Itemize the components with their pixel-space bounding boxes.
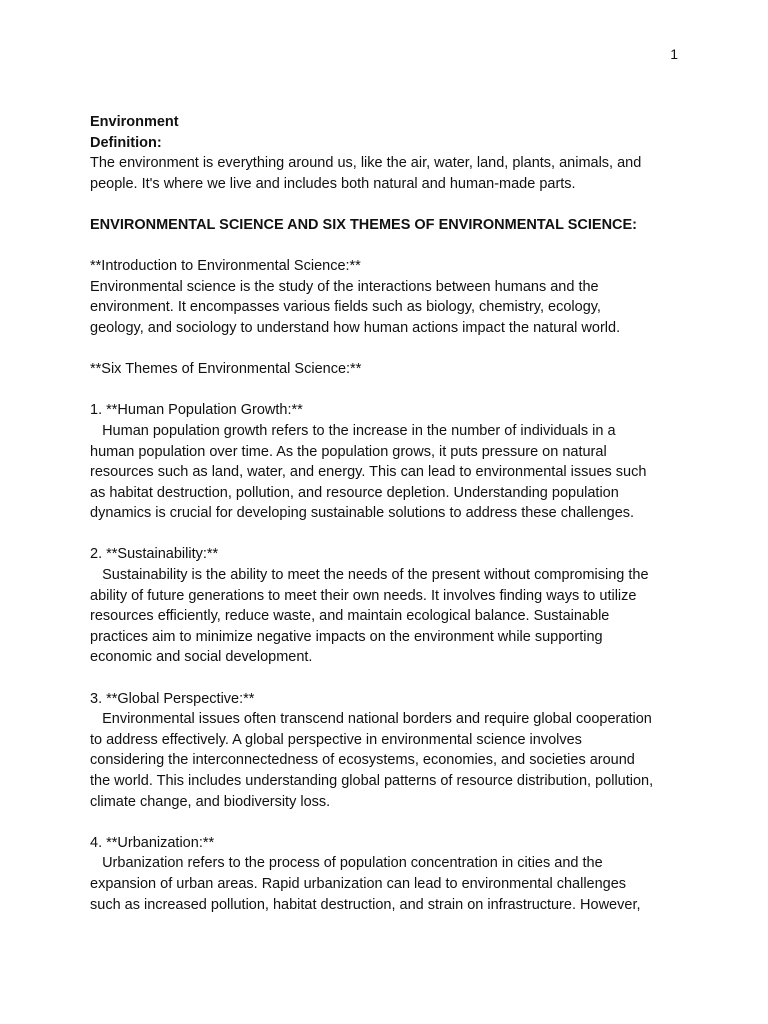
definition-line: people. It's where we live and includes both natural and human-made parts. <box>90 175 576 192</box>
theme-line: to address effectively. A global perspective in environmental science involves <box>90 731 582 748</box>
spacer <box>90 194 690 215</box>
spacer <box>90 668 690 689</box>
page-number: 1 <box>670 46 678 62</box>
spacer <box>90 812 690 833</box>
intro-line: Environmental science is the study of the interactions between humans and the <box>90 278 599 295</box>
theme-heading: 2. **Sustainability:** <box>90 546 219 563</box>
spacer <box>90 524 690 545</box>
theme-line: dynamics is crucial for developing sustainable solutions to address these challenges. <box>90 505 635 522</box>
theme-line: resources such as land, water, and energy. This can lead to environmental issues such <box>90 464 647 481</box>
document-body <box>90 112 690 915</box>
theme-heading: 4. **Urbanization:** <box>90 834 215 851</box>
intro-heading: **Introduction to Environmental Science:** <box>90 258 361 275</box>
definition-line: The environment is everything around us, like the air, water, land, plants, animals, and <box>90 155 642 172</box>
theme-line: Environmental issues often transcend national borders and require global cooperation <box>90 711 652 728</box>
theme-line: Sustainability is the ability to meet the needs of the present without compromising the <box>90 567 649 584</box>
definition-label: Definition: <box>90 134 162 151</box>
document-title: Environment <box>90 114 179 130</box>
themes-heading: **Six Themes of Environmental Science:** <box>90 361 362 378</box>
theme-line: Human population growth refers to the increase in the number of individuals in a <box>90 422 616 439</box>
spacer <box>90 236 690 257</box>
theme-line: ability of future generations to meet their own needs. It involves finding ways to utilize <box>90 587 637 604</box>
theme-line: the world. This includes understanding global patterns of resource distribution, pollution, <box>90 773 654 789</box>
theme-line: considering the interconnectedness of ecosystems, economies, and societies around <box>90 752 635 769</box>
theme-line: such as increased pollution, habitat destruction, and strain on infrastructure. However, <box>90 896 641 913</box>
theme-line: practices aim to minimize negative impacts on the environment while supporting <box>90 628 603 645</box>
intro-line: geology, and sociology to understand how human actions impact the natural world. <box>90 319 621 336</box>
theme-line: climate change, and biodiversity loss. <box>90 793 331 810</box>
spacer <box>90 380 690 401</box>
intro-line: environment. It encompasses various fields such as biology, chemistry, ecology, <box>90 299 601 316</box>
theme-heading: 3. **Global Perspective:** <box>90 690 255 707</box>
theme-line: resources efficiently, reduce waste, and maintain ecological balance. Sustainable <box>90 608 610 625</box>
section-heading: ENVIRONMENTAL SCIENCE AND SIX THEMES OF ENVIRONMENTAL SCIENCE: <box>90 216 638 233</box>
theme-line: expansion of urban areas. Rapid urbanization can lead to environmental challenges <box>90 875 627 892</box>
theme-line: economic and social development. <box>90 649 313 666</box>
theme-line: human population over time. As the population grows, it puts pressure on natural <box>90 443 607 460</box>
theme-line: as habitat destruction, pollution, and resource depletion. Understanding population <box>90 484 619 501</box>
theme-heading: 1. **Human Population Growth:** <box>90 402 303 419</box>
theme-line: Urbanization refers to the process of population concentration in cities and the <box>90 855 603 872</box>
spacer <box>90 339 690 360</box>
